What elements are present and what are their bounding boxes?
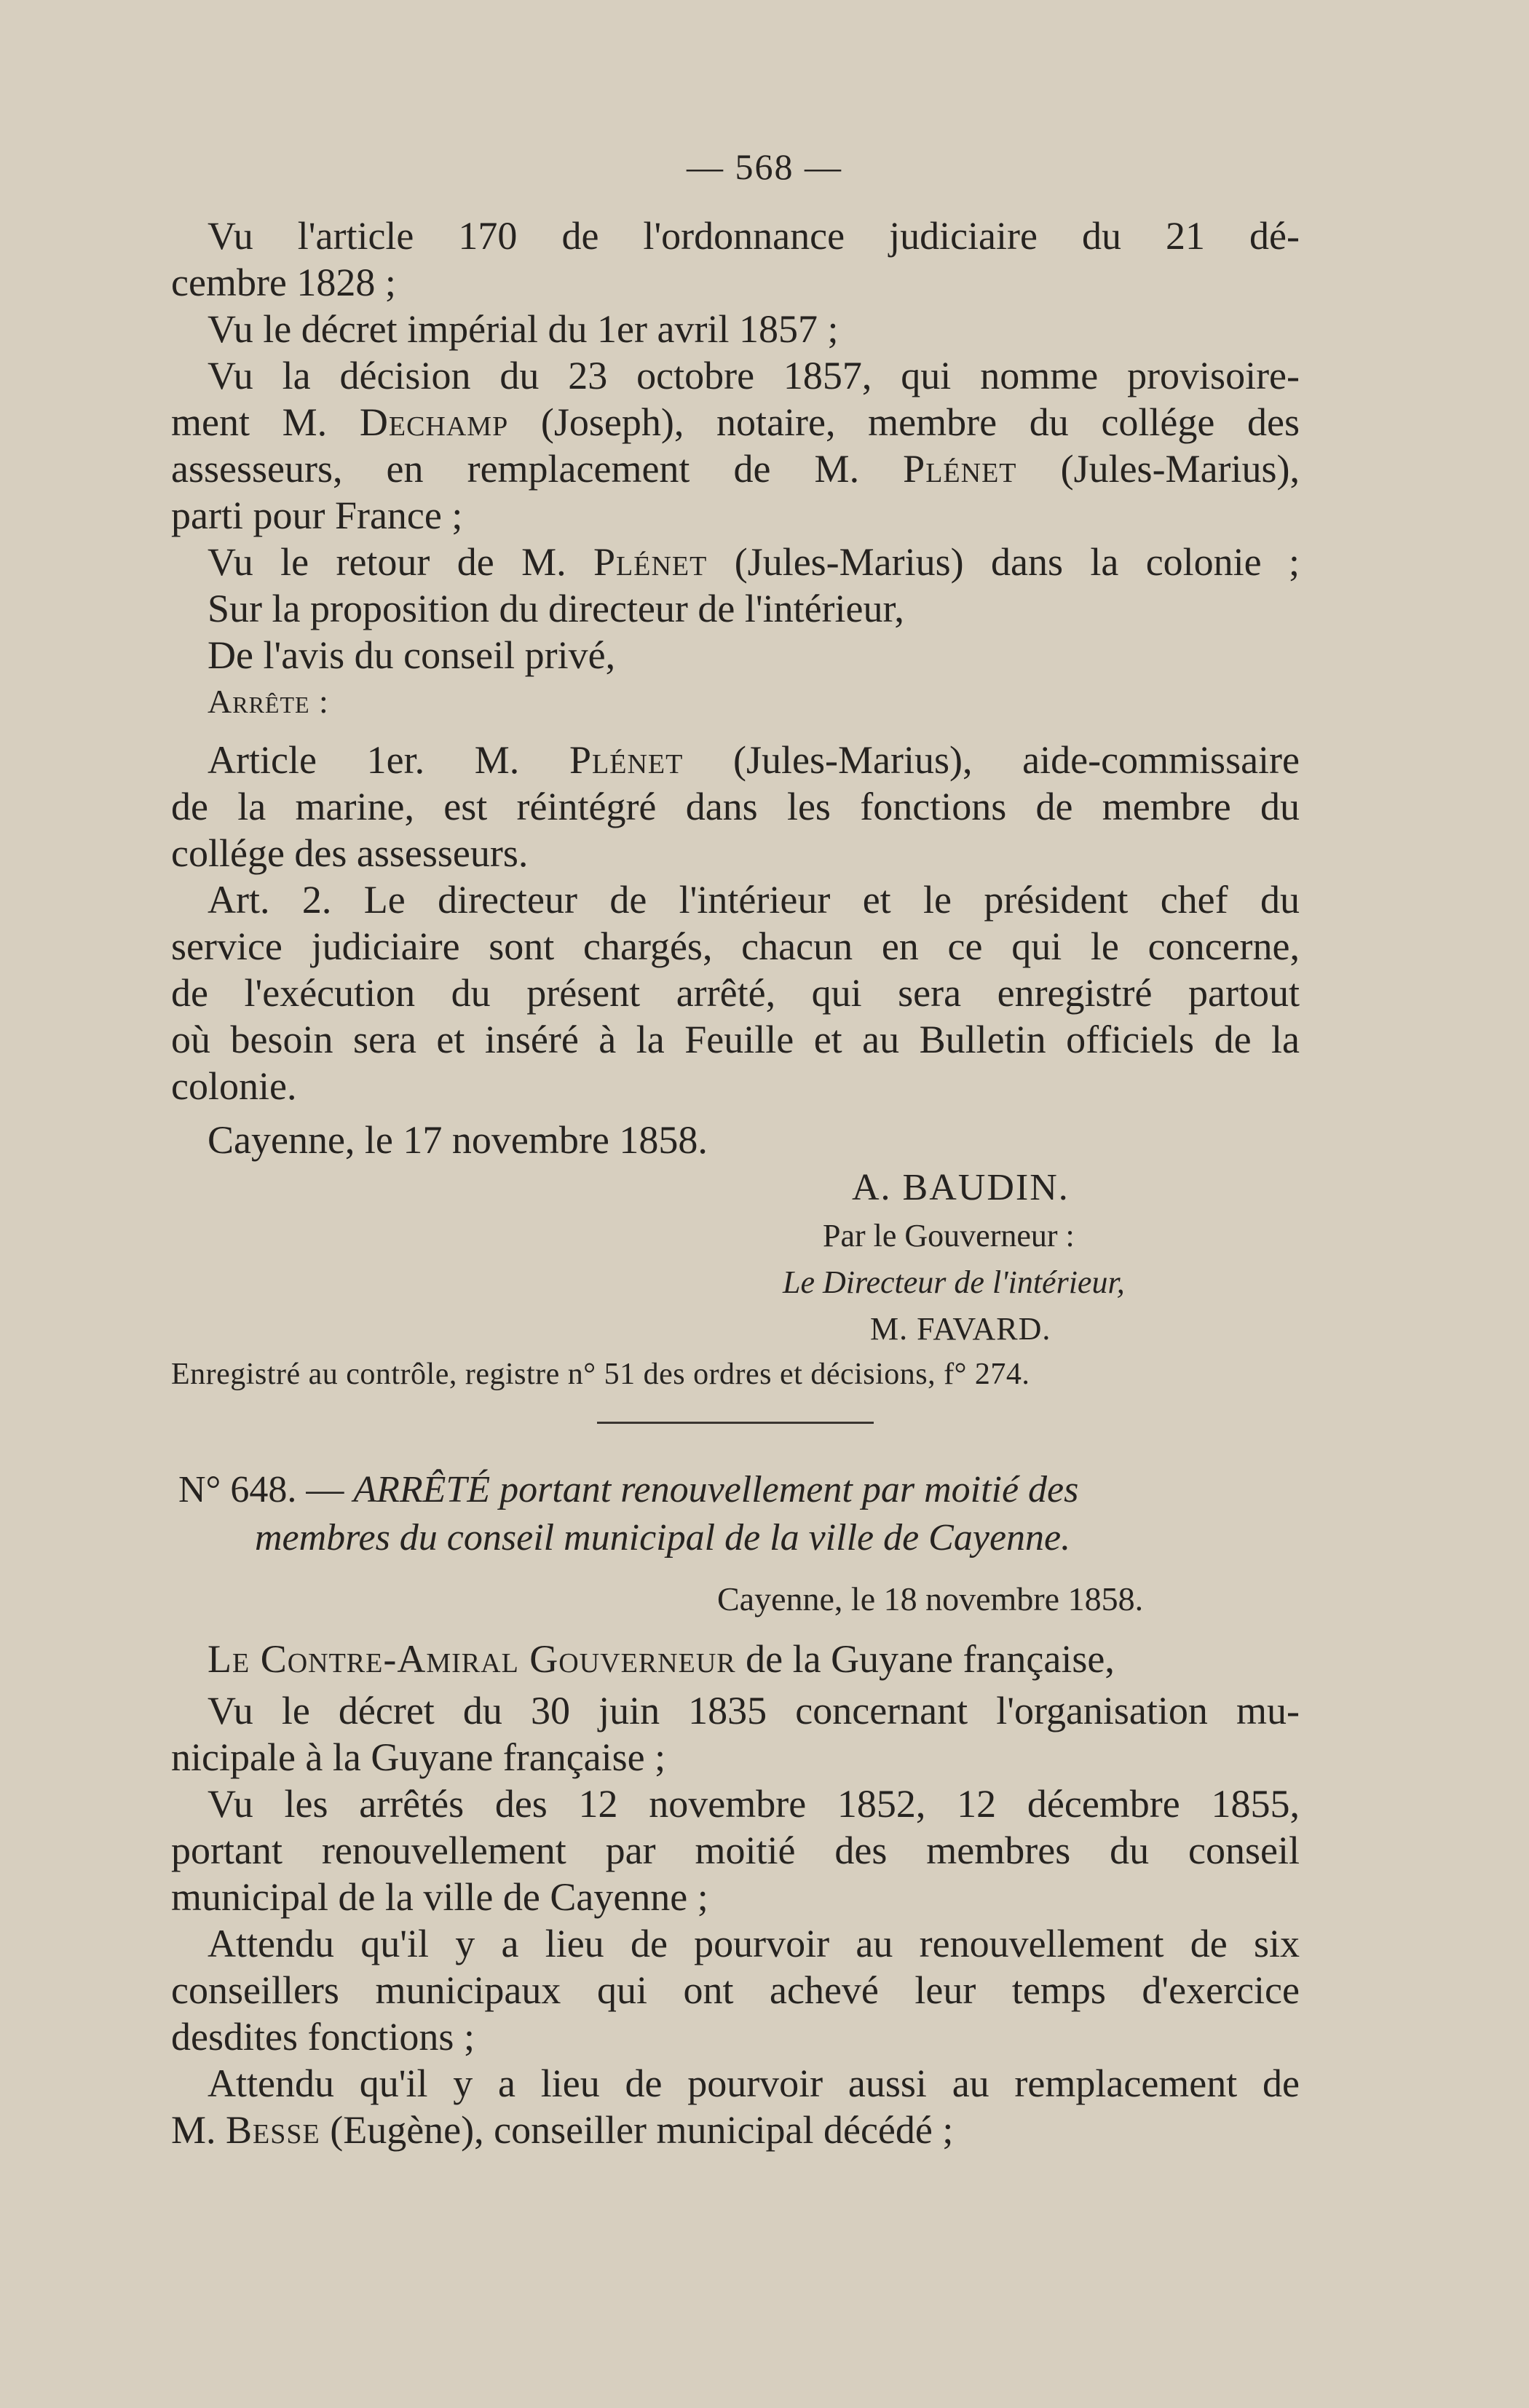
person-name: Besse [226, 2108, 320, 2152]
text-line: de la marine, est réintégré dans les fonctions de membre du [171, 785, 1300, 828]
text-line: Vu le décret impérial du 1er avril 1857 ; [208, 307, 839, 351]
text-line: collége des assesseurs. [171, 831, 529, 875]
text-line: colonie. [171, 1064, 297, 1108]
text-line: M. Besse (Eugène), conseiller municipal décédé ; [171, 2108, 954, 2152]
text-line: Attendu qu'il y a lieu de pourvoir aussi au remplacement de [208, 2062, 1300, 2105]
place-date: Cayenne, le 17 novembre 1858. [208, 1118, 708, 1162]
text-line: Vu l'article 170 de l'ordonnance judiciaire du 21 dé- [208, 214, 1300, 258]
text-line: Le Contre-Amiral Gouverneur de la Guyane française, [208, 1637, 1115, 1681]
person-name: Dechamp [359, 400, 509, 444]
signature-role: Le Directeur de l'intérieur, [783, 1264, 1125, 1300]
text-line: de l'exécution du présent arrêté, qui sera enregistré partout [171, 971, 1300, 1015]
text-line: portant renouvellement par moitié des membres du conseil [171, 1829, 1300, 1872]
text-line: Art. 2. Le directeur de l'intérieur et le président chef du [208, 878, 1300, 922]
issuer-title: Le Contre-Amiral Gouverneur [208, 1637, 736, 1681]
text-line: Vu la décision du 23 octobre 1857, qui nomme provisoire- [208, 354, 1300, 397]
registration-note: Enregistré au contrôle, registre n° 51 des ordres et décisions, f° 274. [171, 1358, 1030, 1391]
text-line: assesseurs, en remplacement de M. Plénet (Jules-Marius), [171, 447, 1300, 491]
decree-date: Cayenne, le 18 novembre 1858. [717, 1580, 1144, 1617]
text-line: ment M. Dechamp (Joseph), notaire, membre du collége des [171, 400, 1300, 444]
text-line: De l'avis du conseil privé, [208, 633, 616, 677]
text-line: parti pour France ; [171, 494, 463, 537]
person-name: Plénet [903, 447, 1017, 491]
governor-signature: A. BAUDIN. [852, 1167, 1070, 1208]
decree-title: N° 648. — ARRÊTÉ portant renouvellement par moitié des [178, 1469, 1079, 1510]
signature-by: Par le Gouverneur : [823, 1218, 1075, 1253]
text-line: Vu le décret du 30 juin 1835 concernant l'organisation mu- [208, 1689, 1300, 1732]
text-line: municipal de la ville de Cayenne ; [171, 1875, 708, 1919]
text-line: Article 1er. M. Plénet (Jules-Marius), aide-commissaire [208, 738, 1300, 782]
text-line: Vu les arrêtés des 12 novembre 1852, 12 décembre 1855, [208, 1782, 1300, 1826]
decree-title-continued: membres du conseil municipal de la ville de Cayenne. [255, 1517, 1071, 1559]
section-divider [597, 1422, 874, 1424]
signature-signer: M. FAVARD. [870, 1311, 1051, 1347]
text-line: Sur la proposition du directeur de l'intérieur, [208, 587, 904, 630]
person-name: Plénet [569, 738, 684, 782]
text-line: cembre 1828 ; [171, 261, 396, 304]
text-line: Vu le retour de M. Plénet (Jules-Marius) dans la colonie ; [208, 540, 1300, 584]
text-line: conseillers municipaux qui ont achevé leur temps d'exercice [171, 1968, 1300, 2012]
person-name: Plénet [593, 540, 708, 584]
text-line: desdites fonctions ; [171, 2015, 475, 2059]
text-line: où besoin sera et inséré à la Feuille et au Bulletin officiels de la [171, 1018, 1300, 1061]
text-line: nicipale à la Guyane française ; [171, 1735, 666, 1779]
arrete-heading: Arrête : [208, 683, 329, 720]
text-line: service judiciaire sont chargés, chacun en ce qui le concerne, [171, 924, 1300, 968]
text-line: Attendu qu'il y a lieu de pourvoir au renouvellement de six [208, 1922, 1300, 1965]
page-number: — 568 — [687, 146, 842, 187]
